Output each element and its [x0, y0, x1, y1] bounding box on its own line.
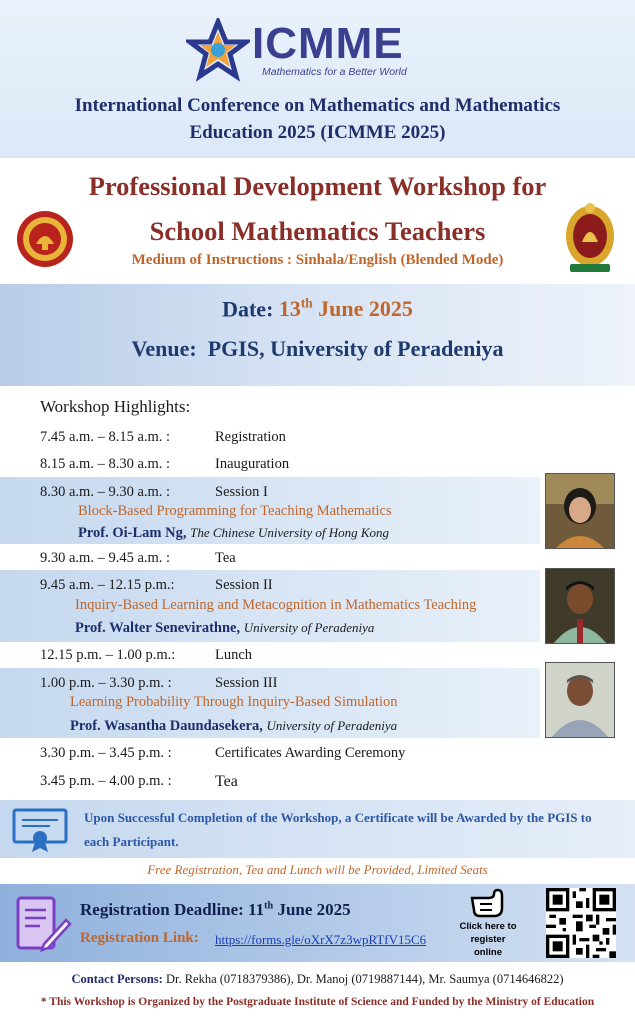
row-time: 12.15 p.m. – 1.00 p.m.: — [40, 647, 176, 663]
registration-link-label: Registration Link: — [80, 930, 199, 946]
row-activity: Session III — [215, 675, 278, 691]
row-activity: Tea — [215, 773, 238, 790]
workshop-title — [60, 164, 575, 254]
row-time: 1.00 p.m. – 3.30 p.m. : — [40, 675, 172, 691]
event-date — [0, 296, 635, 322]
registration-form-icon — [14, 892, 72, 954]
deadline-label: Registration Deadline: — [80, 900, 244, 919]
speaker-name: Prof. Wasantha Daundasekera, — [70, 718, 263, 734]
conference-title — [20, 92, 615, 146]
row-activity: Inauguration — [215, 456, 290, 472]
speaker-name: Prof. Oi-Lam Ng, — [78, 525, 187, 541]
venue-label: Venue: — [131, 336, 197, 361]
deadline-day: 11 — [248, 900, 265, 919]
date-value — [279, 296, 413, 321]
speaker-affiliation: University of Peradeniya — [243, 620, 375, 635]
date-label: Date: — [222, 296, 274, 322]
conference-title-line2: Education 2025 (ICMME 2025) — [189, 122, 446, 143]
star-logo-icon — [186, 18, 250, 82]
date-suffix: th — [300, 296, 313, 311]
speaker-photo-ng — [545, 473, 615, 549]
highlights-heading: Workshop Highlights: — [40, 397, 191, 416]
speaker-photo-senevirathne — [545, 568, 615, 644]
certificate-text: Upon Successful Completion of the Workshop, a Certificate will be Awarded by the PGIS to each Participant. — [84, 810, 592, 849]
registration-deadline — [80, 900, 351, 920]
row-time: 9.30 a.m. – 9.45 a.m. : — [40, 550, 171, 566]
venue-value: PGIS, University of Peradeniya — [207, 336, 504, 361]
row-activity: Registration — [215, 429, 286, 445]
speaker-photo-daundasekera — [545, 662, 615, 738]
certificate-icon — [12, 806, 68, 852]
contacts-label: Contact Persons: — [71, 972, 163, 986]
row-activity: Certificates Awarding Ceremony — [215, 745, 406, 761]
logo-text: ICMME — [252, 19, 404, 68]
footer-note: * This Workshop is Organized by the Postgraduate Institute of Science and Funded by the Ministry of Education — [40, 996, 595, 1008]
session-3-talk: Learning Probability Through Inquiry-Based Simulation — [70, 694, 398, 710]
row-activity: Tea — [215, 550, 236, 566]
deadline-month-year: June 2025 — [277, 900, 351, 919]
row-time: 8.30 a.m. – 9.30 a.m. : — [40, 484, 171, 500]
click-to-register-button[interactable] — [459, 888, 517, 960]
session-2-speaker — [75, 620, 374, 637]
click-to-register-text: Click here to register online — [459, 921, 517, 958]
national-emblem-icon — [564, 202, 616, 274]
workshop-title-block — [0, 158, 635, 284]
row-time: 7.45 a.m. – 8.15 a.m. : — [40, 429, 171, 445]
date-month-year: June 2025 — [318, 296, 413, 322]
free-registration-note: Free Registration, Tea and Lunch will be Provided, Limited Seats — [147, 862, 488, 877]
date-day: 13 — [278, 296, 301, 322]
row-activity: Lunch — [215, 647, 253, 663]
row-time: 3.45 p.m. – 4.00 p.m. : — [40, 773, 172, 789]
icmme-logo — [186, 18, 416, 82]
speaker-affiliation: University of Peradeniya — [266, 718, 398, 733]
event-venue — [0, 336, 635, 362]
session-2-talk: Inquiry-Based Learning and Metacognition in Mathematics Teaching — [75, 597, 477, 613]
contact-persons — [0, 972, 635, 987]
certificate-band — [0, 800, 635, 858]
session-1-speaker — [78, 525, 389, 542]
speaker-affiliation: The Chinese University of Hong Kong — [190, 525, 390, 540]
workshop-title-line1: Professional Development Workshop for — [88, 171, 547, 201]
session-1-talk: Block-Based Programming for Teaching Mathematics — [78, 503, 392, 519]
contacts-names: Dr. Rekha (0718379386), Dr. Manoj (0719887144), Mr. Saumya (0714646822) — [165, 972, 564, 986]
speaker-name: Prof. Walter Senevirathne, — [75, 620, 241, 636]
workshop-title-line2: School Mathematics Teachers — [149, 216, 486, 246]
row-time: 8.15 a.m. – 8.30 a.m. : — [40, 456, 171, 472]
deadline-suffix: th — [264, 900, 274, 912]
date-venue-band — [0, 284, 635, 386]
registration-link[interactable]: https://forms.gle/oXrX7z3wpRTfV15C6 — [215, 932, 427, 947]
row-activity: Session II — [215, 577, 273, 593]
medium-of-instruction: Medium of Instructions : Sinhala/English (Blended Mode) — [131, 252, 504, 268]
row-time: 3.30 p.m. – 3.45 p.m. : — [40, 745, 172, 761]
pointing-hand-icon — [468, 888, 508, 918]
header — [0, 0, 635, 158]
row-activity: Session I — [215, 484, 268, 500]
logo-tagline: Mathematics for a Better World — [262, 66, 407, 78]
qr-code-icon[interactable] — [546, 888, 616, 958]
session-3-speaker — [70, 718, 397, 735]
row-time: 9.45 a.m. – 12.15 p.m.: — [40, 577, 175, 593]
registration-band — [0, 884, 635, 962]
conference-title-line1: International Conference on Mathematics and Mathematics — [74, 95, 561, 116]
